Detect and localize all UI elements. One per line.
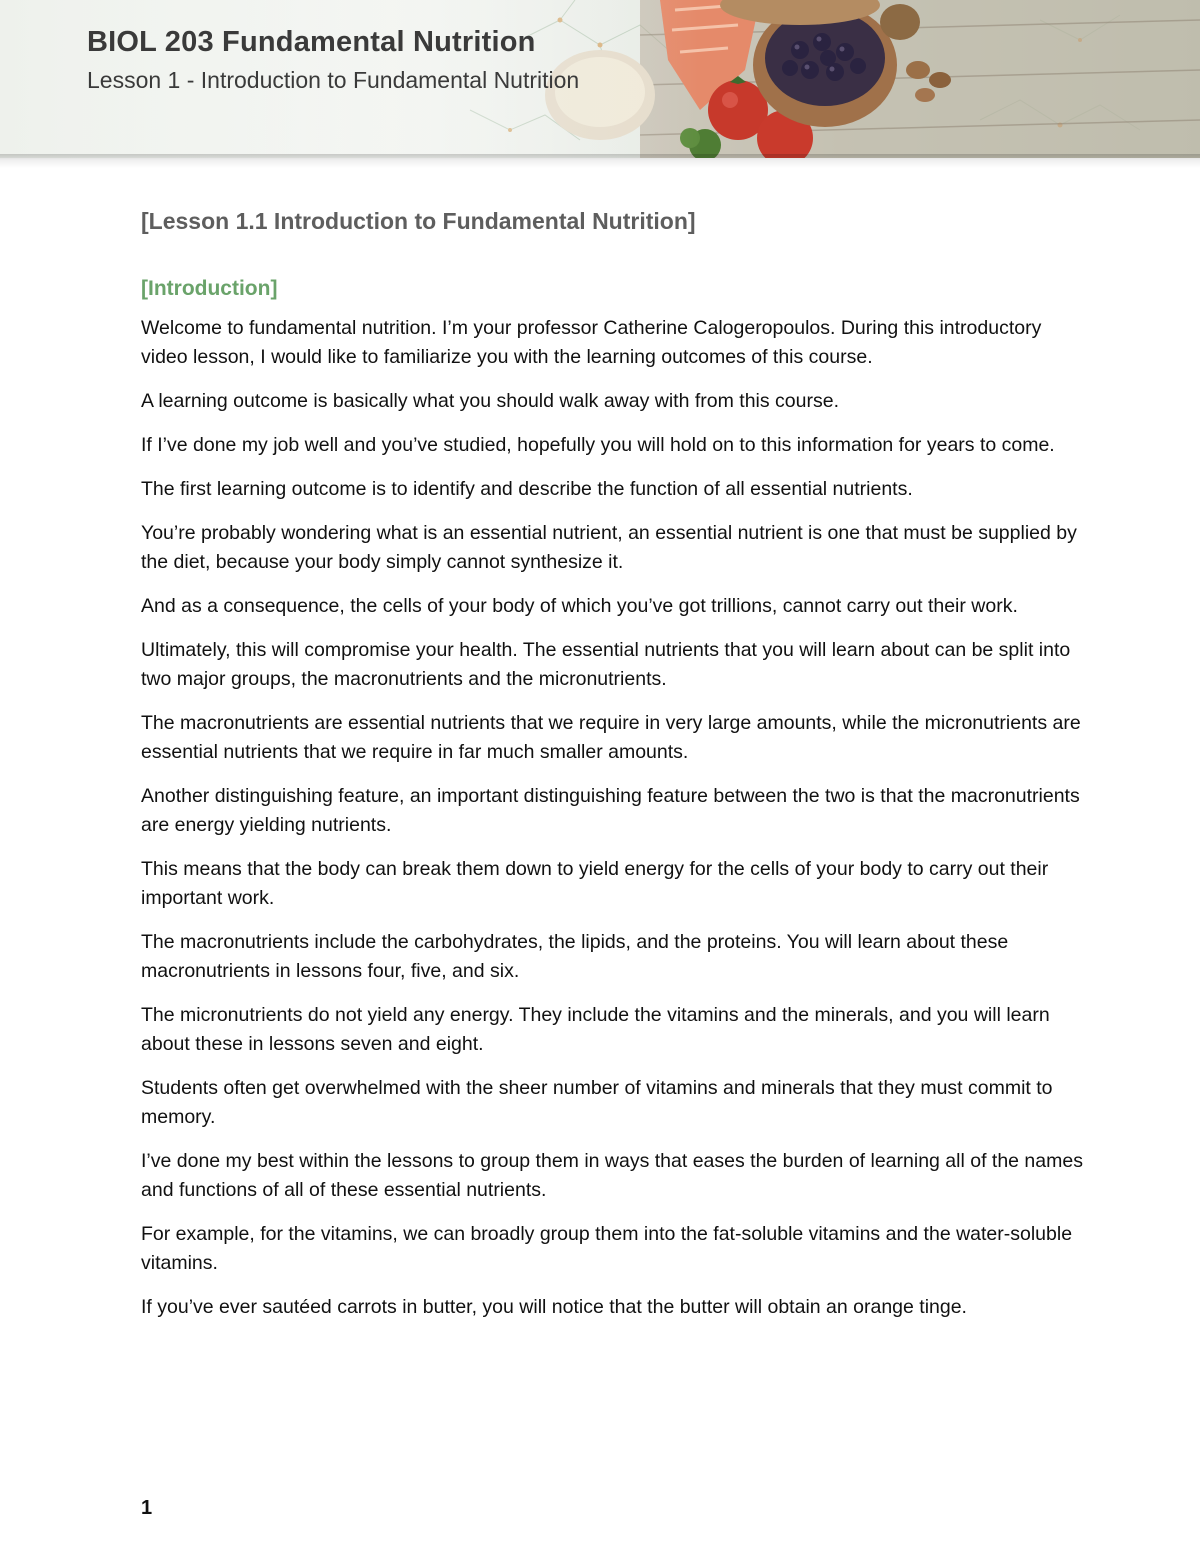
page-number: 1 <box>141 1497 153 1519</box>
sub-heading: [Introduction] <box>141 277 278 300</box>
paragraph: Welcome to fundamental nutrition. I’m your professor Catherine Calogeropoulos. During this introductory video lesson, I would like to familiarize you with the learning outcomes of this course. <box>141 317 1042 368</box>
paragraph: The micronutrients do not yield any energy. They include the vitamins and the minerals, and you will learn about these in lessons seven and eight. <box>141 1004 1050 1055</box>
paragraph: The macronutrients are essential nutrients that we require in very large amounts, while the micronutrients are essential nutrients that we require in far much smaller amounts. <box>141 712 1081 763</box>
paragraph: Students often get overwhelmed with the sheer number of vitamins and minerals that they must commit to memory. <box>141 1077 1053 1128</box>
paragraph: And as a consequence, the cells of your body of which you’ve got trillions, cannot carry out their work. <box>141 595 1018 617</box>
paragraph: This means that the body can break them down to yield energy for the cells of your body to carry out their important work. <box>141 858 1049 909</box>
paragraph: The macronutrients include the carbohydrates, the lipids, and the proteins. You will learn about these macronutrients in lessons four, five, and six. <box>141 931 1009 982</box>
paragraph: If you’ve ever sautéed carrots in butter, you will notice that the butter will obtain an orange tinge. <box>141 1296 967 1318</box>
paragraph: A learning outcome is basically what you should walk away with from this course. <box>141 390 839 412</box>
paragraph: You’re probably wondering what is an essential nutrient, an essential nutrient is one that must be supplied by the diet, because your body simply cannot synthesize it. <box>141 522 1077 573</box>
header-banner <box>0 0 1200 158</box>
lesson-subtitle: Lesson 1 - Introduction to Fundamental Nutrition <box>87 67 580 93</box>
section-title: [Lesson 1.1 Introduction to Fundamental Nutrition] <box>141 208 696 234</box>
paragraph: Another distinguishing feature, an important distinguishing feature between the two is that the macronutrients are energy yielding nutrients. <box>141 785 1080 836</box>
course-title: BIOL 203 Fundamental Nutrition <box>87 26 536 58</box>
document-body <box>141 208 1091 1337</box>
paragraph: Ultimately, this will compromise your health. The essential nutrients that you will learn about can be split into two major groups, the macronutrients and the micronutrients. <box>141 639 1071 690</box>
paragraph: For example, for the vitamins, we can broadly group them into the fat-soluble vitamins and the water-soluble vitamins. <box>141 1223 1073 1274</box>
paragraph: I’ve done my best within the lessons to group them in ways that eases the burden of learning all of the names and functions of all of these essential nutrients. <box>141 1150 1083 1201</box>
paragraph: If I’ve done my job well and you’ve studied, hopefully you will hold on to this information for years to come. <box>141 434 1055 456</box>
banner-shadow <box>0 154 1200 168</box>
paragraph: The first learning outcome is to identify and describe the function of all essential nutrients. <box>141 478 913 500</box>
